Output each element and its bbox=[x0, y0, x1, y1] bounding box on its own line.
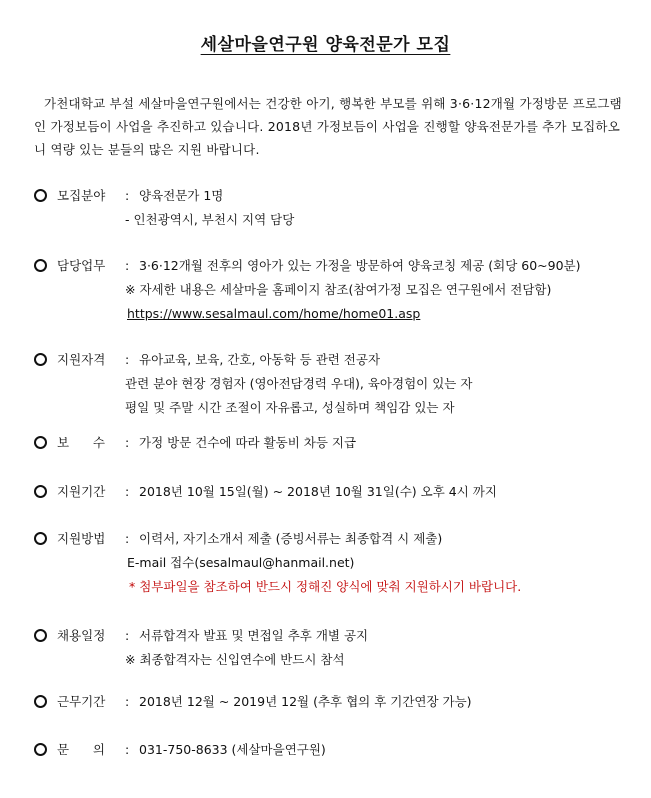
section-contact bbox=[34, 738, 634, 762]
colon: : bbox=[125, 258, 130, 273]
homepage-link[interactable]: https://www.sesalmaul.com/home/home01.asp bbox=[127, 306, 421, 321]
colon: : bbox=[125, 435, 130, 450]
term-value: 2018년 12월 ~ 2019년 12월 (추후 협의 후 기간연장 가능) bbox=[139, 694, 472, 709]
circle-bullet-icon bbox=[34, 695, 47, 708]
contact-label: 문 의 bbox=[57, 742, 105, 757]
period-value: 2018년 10월 15일(월) ~ 2018년 10월 31일(수) 오후 4시 까지 bbox=[139, 484, 497, 499]
section-qualification bbox=[34, 348, 634, 420]
schedule-note: ※ 최종합격자는 신입연수에 반드시 참석 bbox=[125, 652, 345, 667]
pay-label: 보 수 bbox=[57, 435, 105, 450]
circle-bullet-icon bbox=[34, 532, 47, 545]
section-duty bbox=[34, 254, 634, 326]
page-title: 세살마을연구원 양육전문가 모집 bbox=[200, 35, 451, 55]
period-label: 지원기간 bbox=[57, 484, 106, 499]
circle-bullet-icon bbox=[34, 629, 47, 642]
section-field bbox=[34, 184, 634, 232]
schedule-value: 서류합격자 발표 및 면접일 추후 개별 공지 bbox=[139, 628, 369, 643]
circle-bullet-icon bbox=[34, 353, 47, 366]
circle-bullet-icon bbox=[34, 189, 47, 202]
colon: : bbox=[125, 628, 130, 643]
colon: : bbox=[125, 188, 130, 203]
term-label: 근무기간 bbox=[57, 694, 106, 709]
field-detail: - 인천광역시, 부천시 지역 담당 bbox=[125, 212, 295, 227]
qual-value: 유아교육, 보육, 간호, 아동학 등 관련 전공자 bbox=[139, 352, 381, 367]
section-period bbox=[34, 480, 634, 504]
intro-paragraph: 가천대학교 부설 세살마을연구원에서는 건강한 아기, 행복한 부모를 위해 3·6·12개월 가정방문 프로그램인 가정보듬이 사업을 추진하고 있습니다. 2018년 가정보듬이 사업을 진행할 양육전문가를 추가 모집하오니 역량 있는 분들의 많은 지원 바랍니다. bbox=[34, 96, 622, 157]
circle-bullet-icon bbox=[34, 485, 47, 498]
colon: : bbox=[125, 484, 130, 499]
section-pay bbox=[34, 431, 634, 455]
schedule-label: 채용일정 bbox=[57, 628, 106, 643]
contact-value: 031-750-8633 (세살마을연구원) bbox=[139, 742, 326, 757]
colon: : bbox=[125, 531, 130, 546]
field-label: 모집분야 bbox=[57, 188, 106, 203]
section-term bbox=[34, 690, 634, 714]
circle-bullet-icon bbox=[34, 743, 47, 756]
method-label: 지원방법 bbox=[57, 531, 106, 546]
duty-value: 3·6·12개월 전후의 영아가 있는 가정을 방문하여 양육코칭 제공 (회당 60~90분) bbox=[139, 258, 581, 273]
section-method bbox=[34, 527, 634, 599]
colon: : bbox=[125, 352, 130, 367]
duty-note: ※ 자세한 내용은 세살마을 홈페이지 참조(참여가정 모집은 연구원에서 전담함) bbox=[125, 282, 552, 297]
circle-bullet-icon bbox=[34, 259, 47, 272]
method-value: 이력서, 자기소개서 제출 (증빙서류는 최종합격 시 제출) bbox=[139, 531, 443, 546]
colon: : bbox=[125, 694, 130, 709]
email-submission: E-mail 접수(sesalmaul@hanmail.net) bbox=[127, 555, 355, 570]
section-schedule bbox=[34, 624, 634, 672]
qual-detail-1: 관련 분야 현장 경험자 (영아전담경력 우대), 육아경험이 있는 자 bbox=[125, 376, 473, 391]
qual-label: 지원자격 bbox=[57, 352, 106, 367]
attachment-notice: * 첨부파일을 참조하여 반드시 정해진 양식에 맞춰 지원하시기 바랍니다. bbox=[129, 579, 522, 594]
duty-label: 담당업무 bbox=[57, 258, 106, 273]
pay-value: 가정 방문 건수에 따라 활동비 차등 지급 bbox=[139, 435, 357, 450]
circle-bullet-icon bbox=[34, 436, 47, 449]
colon: : bbox=[125, 742, 130, 757]
qual-detail-2: 평일 및 주말 시간 조절이 자유롭고, 성실하며 책임감 있는 자 bbox=[125, 400, 455, 415]
field-value: 양육전문가 1명 bbox=[139, 188, 224, 203]
